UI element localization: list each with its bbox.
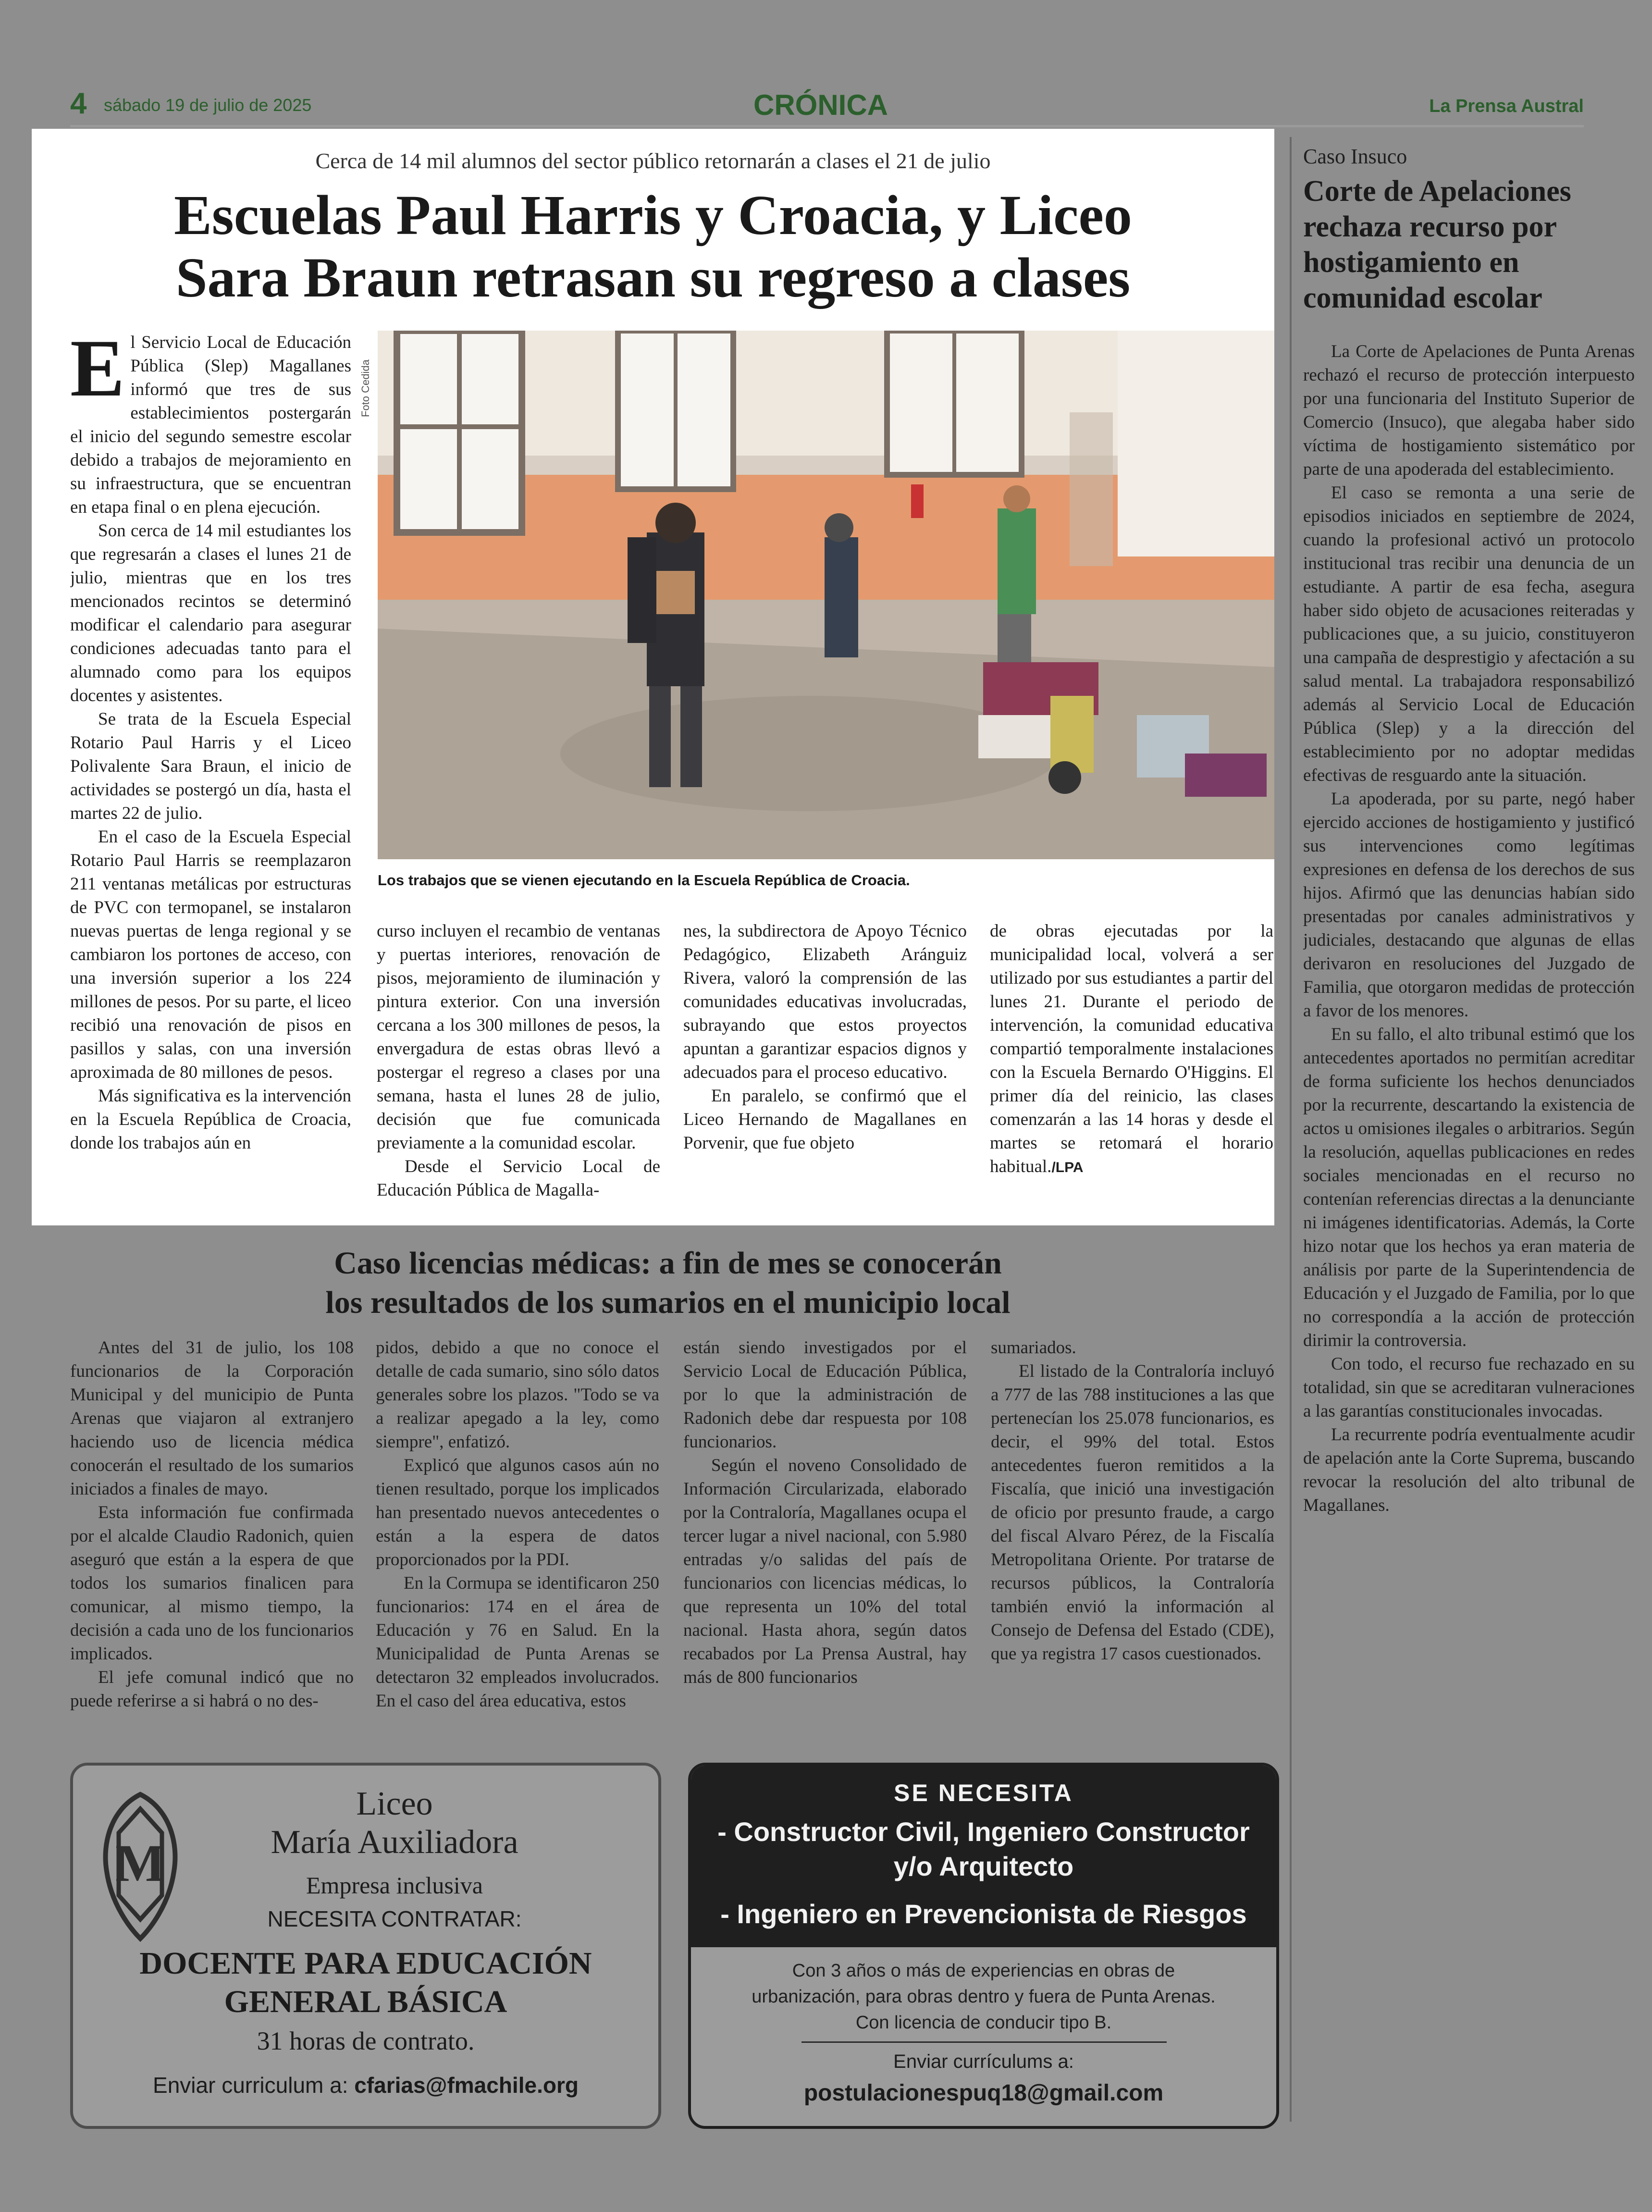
side-kicker: Caso Insuco	[1303, 145, 1407, 168]
paragraph: Son cerca de 14 mil estudiantes los que regresarán a clases el lunes 21 de julio, mientras que en los tres mencionados recintos se determinó modificar el calendario para asegurar condiciones adecuadas tanto para el alumnado como para los equipos docentes y asistentes.	[70, 521, 351, 705]
paragraph: La Corte de Apelaciones de Punta Arenas rechazó el recurso de protección interpuesto por una funcionaria del Instituto Superior de Comercio (Insuco), que alegaba haber sido víctima de hostigamiento sistemático por parte de una apoderada del establecimiento.	[1303, 342, 1635, 479]
ad-position-line1: DOCENTE PARA EDUCACIÓN	[139, 1946, 592, 1981]
ad-inclusive: Empresa inclusiva	[306, 1872, 483, 1899]
ad-hiring-label: NECESITA CONTRATAR:	[267, 1906, 522, 1931]
paragraph: En su fallo, el alto tribunal estimó que los antecedentes aportados no permitían acreditar de forma suficiente los hechos denunciados por la recurrente, descartando la existencia de actos u omisiones ilegales o arbitrarios. Según la resolución, aquellas publicaciones en redes sociales mencionadas en el recurso no contenían referencias directas a la denunciante ni imágenes identificatorias. Además, la Corte hizo notar que los hechos ya eran materia de análisis por parte de la Superintendencia de Educación y el Juzgado de Familia, por lo que no correspondía a la acción de protección dirimir la controversia.	[1303, 1025, 1635, 1350]
main-column-3	[683, 919, 967, 1227]
ad-jobs-title: SE NECESITA	[894, 1779, 1073, 1806]
second-column-1	[70, 1336, 354, 1740]
ad-contact	[73, 2072, 658, 2098]
paragraph: El caso se remonta a una serie de episodios iniciados en septiembre de 2024, cuando la profesional activó un protocolo institucional tras recibir una denuncia de un estudiante. A partir de esa fecha, asegura haber sido objeto de acusaciones reiteradas y publicaciones que, a su juicio, constituyeron una campaña de desprestigio y afectación a su salud mental. La trabajadora responsabilizó además al Servicio Local de Educación Pública (Slep) y a la dirección del establecimiento por no adoptar medidas efectivas de resguardo ante la situación.	[1303, 483, 1635, 785]
main-headline	[32, 184, 1274, 309]
paragraph: l Servicio Local de Educación Pública (Slep) Magallanes informó que tres de sus establecimientos postergarán el inicio del segundo semestre escolar debido a trabajos de mejoramiento en su infraestructura, que se encuentran en etapa final o en plena ejecución.	[70, 333, 351, 517]
paragraph: La recurrente podría eventualmente acudir de apelación ante la Corte Suprema, buscando revocar la resolución del alto tribunal de Magallanes.	[1303, 1425, 1635, 1515]
ad-jobs-requirements	[691, 1958, 1276, 2036]
main-story	[32, 129, 1274, 1225]
paragraph: Antes del 31 de julio, los 108 funcionarios de la Corporación Municipal y del municipio de Punta Arenas que viajaron al extranjero haciendo uso de licencia médica conocerán el resultado de los sumarios iniciados a finales de mayo.	[70, 1338, 354, 1499]
ad-jobs-divider	[801, 2041, 1167, 2043]
side-story	[1303, 144, 1635, 2012]
ad-jobs-role1-line1: - Constructor Civil, Ingeniero Constructor	[717, 1817, 1250, 1847]
ad-school-name-line1: Liceo	[356, 1785, 433, 1822]
paragraph: Más significativa es la intervención en la Escuela República de Croacia, donde los trabajos aún en	[70, 1086, 351, 1153]
main-column-1	[70, 331, 351, 1224]
column-divider	[1290, 137, 1292, 2122]
paragraph: curso incluyen el recambio de ventanas y puertas interiores, renovación de pisos, mejoramiento de iluminación y pintura exterior. Con una inversión cercana a los 300 millones de pesos, la envergadura de estas obras llevó a postergar el regreso a clases por una semana, hasta el lunes 28 de julio, decisión que fue comunicada previamente a la comunidad escolar.	[377, 921, 660, 1153]
classroom-renovation-image	[378, 331, 1274, 859]
main-kicker: Cerca de 14 mil alumnos del sector público retornarán a clases el 21 de julio	[315, 148, 991, 173]
paragraph: El listado de la Contraloría incluyó a 777 de las 788 instituciones a las que pertenecían los 25.078 funcionarios, es decir, el 99% del total. Estos antecedentes fueron remitidos a la Fiscalía, que inició una investigación de oficio por presunto fraude, a cargo del fiscal Alvaro Pérez, de la Fiscalía Metropolitana Oriente. Por tratarse de recursos públicos, la Contraloría también envió la información al Consejo de Defensa del Estado (CDE), que ya registra 17 casos cuestionados.	[991, 1361, 1274, 1664]
photo-caption: Los trabajos que se vienen ejecutando en la Escuela República de Croacia.	[378, 872, 910, 889]
page-header	[70, 87, 1584, 127]
side-body	[1303, 340, 1635, 2012]
section-name: CRÓNICA	[753, 89, 888, 121]
ad-email[interactable]: cfarias@fmachile.org	[354, 2073, 579, 2098]
second-column-2	[376, 1336, 659, 1740]
page-date: sábado 19 de julio de 2025	[104, 95, 312, 115]
paragraph: Explicó que algunos casos aún no tienen resultado, porque los implicados han presentado nuevos antecedentes o están a la espera de datos proporcionados por la PDI.	[376, 1456, 659, 1569]
main-column-4	[990, 919, 1273, 1227]
paragraph: nes, la subdirectora de Apoyo Técnico Pedagógico, Elizabeth Aránguiz Rivera, valoró la comprensión de las comunidades educativas involucradas, subrayando que estos proyectos apuntan a garantizar espacios dignos y adecuados para el proceso educativo.	[683, 921, 967, 1082]
author-signature: /LPA	[1051, 1160, 1084, 1175]
main-headline-line2: Sara Braun retrasan su regreso a clases	[175, 246, 1131, 309]
main-headline-line1: Escuelas Paul Harris y Croacia, y Liceo	[174, 184, 1132, 247]
ad-school-name-line2: María Auxiliadora	[271, 1824, 518, 1861]
paragraph: están siendo investigados por el Servicio Local de Educación Pública, por lo que la administración de Radonich debe dar respuesta por 108 funcionarios.	[683, 1338, 967, 1452]
paragraph: pidos, debido a que no conoce el detalle de cada sumario, sino sólo datos generales sobre los plazos. "Todo se va a realizar apegado a la ley, como siempre", enfatizó.	[376, 1338, 659, 1452]
page-number: 4	[70, 87, 87, 120]
paragraph: de obras ejecutadas por la municipalidad local, volverá a ser utilizado por sus estudiantes a partir del lunes 21. Durante el periodo de intervención, la comunidad educativa compartió temporalmente instalaciones con la Escuela Bernardo O'Higgins. El primer día del reinicio, las clases comenzarán a las 14 horas y desde el martes se retomará el horario habitual./LPA	[990, 921, 1273, 1176]
ad-jobs	[688, 1763, 1279, 2129]
ad-position	[73, 1944, 658, 2021]
side-headline: Corte de Apelaciones rechaza recurso por hostigamiento en comunidad escolar	[1303, 175, 1571, 314]
ad-school-name	[131, 1785, 658, 1862]
publication-name: La Prensa Austral	[1429, 96, 1584, 116]
ad-hours: 31 horas de contrato.	[257, 2027, 475, 2055]
ad-liceo	[70, 1763, 661, 2129]
drop-cap: E	[70, 331, 125, 413]
paragraph: Desde el Servicio Local de Educación Pública de Magalla-	[377, 1157, 660, 1200]
paragraph: Según el noveno Consolidado de Información Circularizada, elaborado por la Contraloría, Magallanes ocupa el tercer lugar a nivel nacional, con 5.980 entradas y/o salidas del país de funcionarios con licencias médicas, lo que representa un 10% del total nacional. Hasta ahora, según datos recabados por La Prensa Austral, hay más de 800 funcionarios	[683, 1456, 967, 1687]
ad-jobs-req3: Con licencia de conducir tipo B.	[855, 2013, 1112, 2033]
second-headline	[96, 1244, 1240, 1322]
ad-jobs-email[interactable]: postulacionespuq18@gmail.com	[803, 2080, 1164, 2106]
second-column-3	[683, 1336, 967, 1740]
paragraph: En el caso de la Escuela Especial Rotario Paul Harris se reemplazaron 211 ventanas metálicas por estructuras de PVC con termopanel, se instalaron nuevas puertas de lenga regional y se cambiaron los portones de acceso, con una inversión superior a los 224 millones de pesos. Por su parte, el liceo recibió una renovación de pisos en pasillos y salas, con una inversión aproximada de 80 millones de pesos.	[70, 827, 351, 1082]
news-photo	[378, 331, 1274, 859]
paragraph: La apoderada, por su parte, negó haber ejercido acciones de hostigamiento y justificó sus intervenciones como legítimas expresiones en defensa de los derechos de sus hijos. Afirmó que las denuncias habían sido presentadas por canales administrativos y judiciales, destacando que algunas de ellas derivaron en resoluciones del Juzgado de Familia, que otorgaron medidas de protección a favor de los menores.	[1303, 789, 1635, 1021]
paragraph: El jefe comunal indicó que no puede referirse a si habrá o no des-	[70, 1668, 354, 1711]
second-column-4	[991, 1336, 1274, 1740]
paragraph: Se trata de la Escuela Especial Rotario Paul Harris y el Liceo Polivalente Sara Braun, el inicio de actividades se postergó un día, hasta el martes 22 de julio.	[70, 709, 351, 823]
ad-jobs-role1-line2: y/o Arquitecto	[893, 1851, 1074, 1881]
ad-jobs-req2: urbanización, para obras dentro y fuera de Punta Arenas.	[752, 1987, 1216, 2007]
ad-jobs-role1	[691, 1815, 1276, 1884]
ad-jobs-send-label: Enviar currículums a:	[893, 2051, 1074, 2072]
paragraph: En la Cormupa se identificaron 250 funcionarios: 174 en el área de Educación y 76 en Salud. En la Municipalidad de Punta Arenas se detectaron 32 empleados involucrados. En el caso del área educativa, estos	[376, 1573, 659, 1711]
paragraph: Esta información fue confirmada por el alcalde Claudio Radonich, quien aseguró que están a la espera de que todos los sumarios finalicen para comunicar, al mismo tiempo, la decisión a cada uno de los funcionarios implicados.	[70, 1503, 354, 1664]
paragraph: sumariados.	[991, 1338, 1076, 1358]
second-headline-line2: los resultados de los sumarios en el municipio local	[325, 1285, 1011, 1320]
ad-jobs-role2: - Ingeniero en Prevencionista de Riesgos	[720, 1899, 1247, 1929]
ad-position-line2: GENERAL BÁSICA	[224, 1984, 507, 2019]
paragraph: Con todo, el recurso fue rechazado en su totalidad, sin que se acreditaran vulneraciones a las garantías constitucionales invocadas.	[1303, 1354, 1635, 1421]
photo-credit: Foto Cedida	[359, 359, 371, 417]
main-column-2	[377, 919, 660, 1227]
ad-send-label: Enviar curriculum a:	[153, 2073, 348, 2098]
svg-text:M: M	[115, 1834, 165, 1892]
ad-jobs-req1: Con 3 años o más de experiencias en obras de	[792, 1961, 1175, 1981]
paragraph: En paralelo, se confirmó que el Liceo Hernando de Magallanes en Porvenir, que fue objeto	[683, 1086, 967, 1153]
second-headline-line1: Caso licencias médicas: a fin de mes se conocerán	[334, 1246, 1002, 1281]
